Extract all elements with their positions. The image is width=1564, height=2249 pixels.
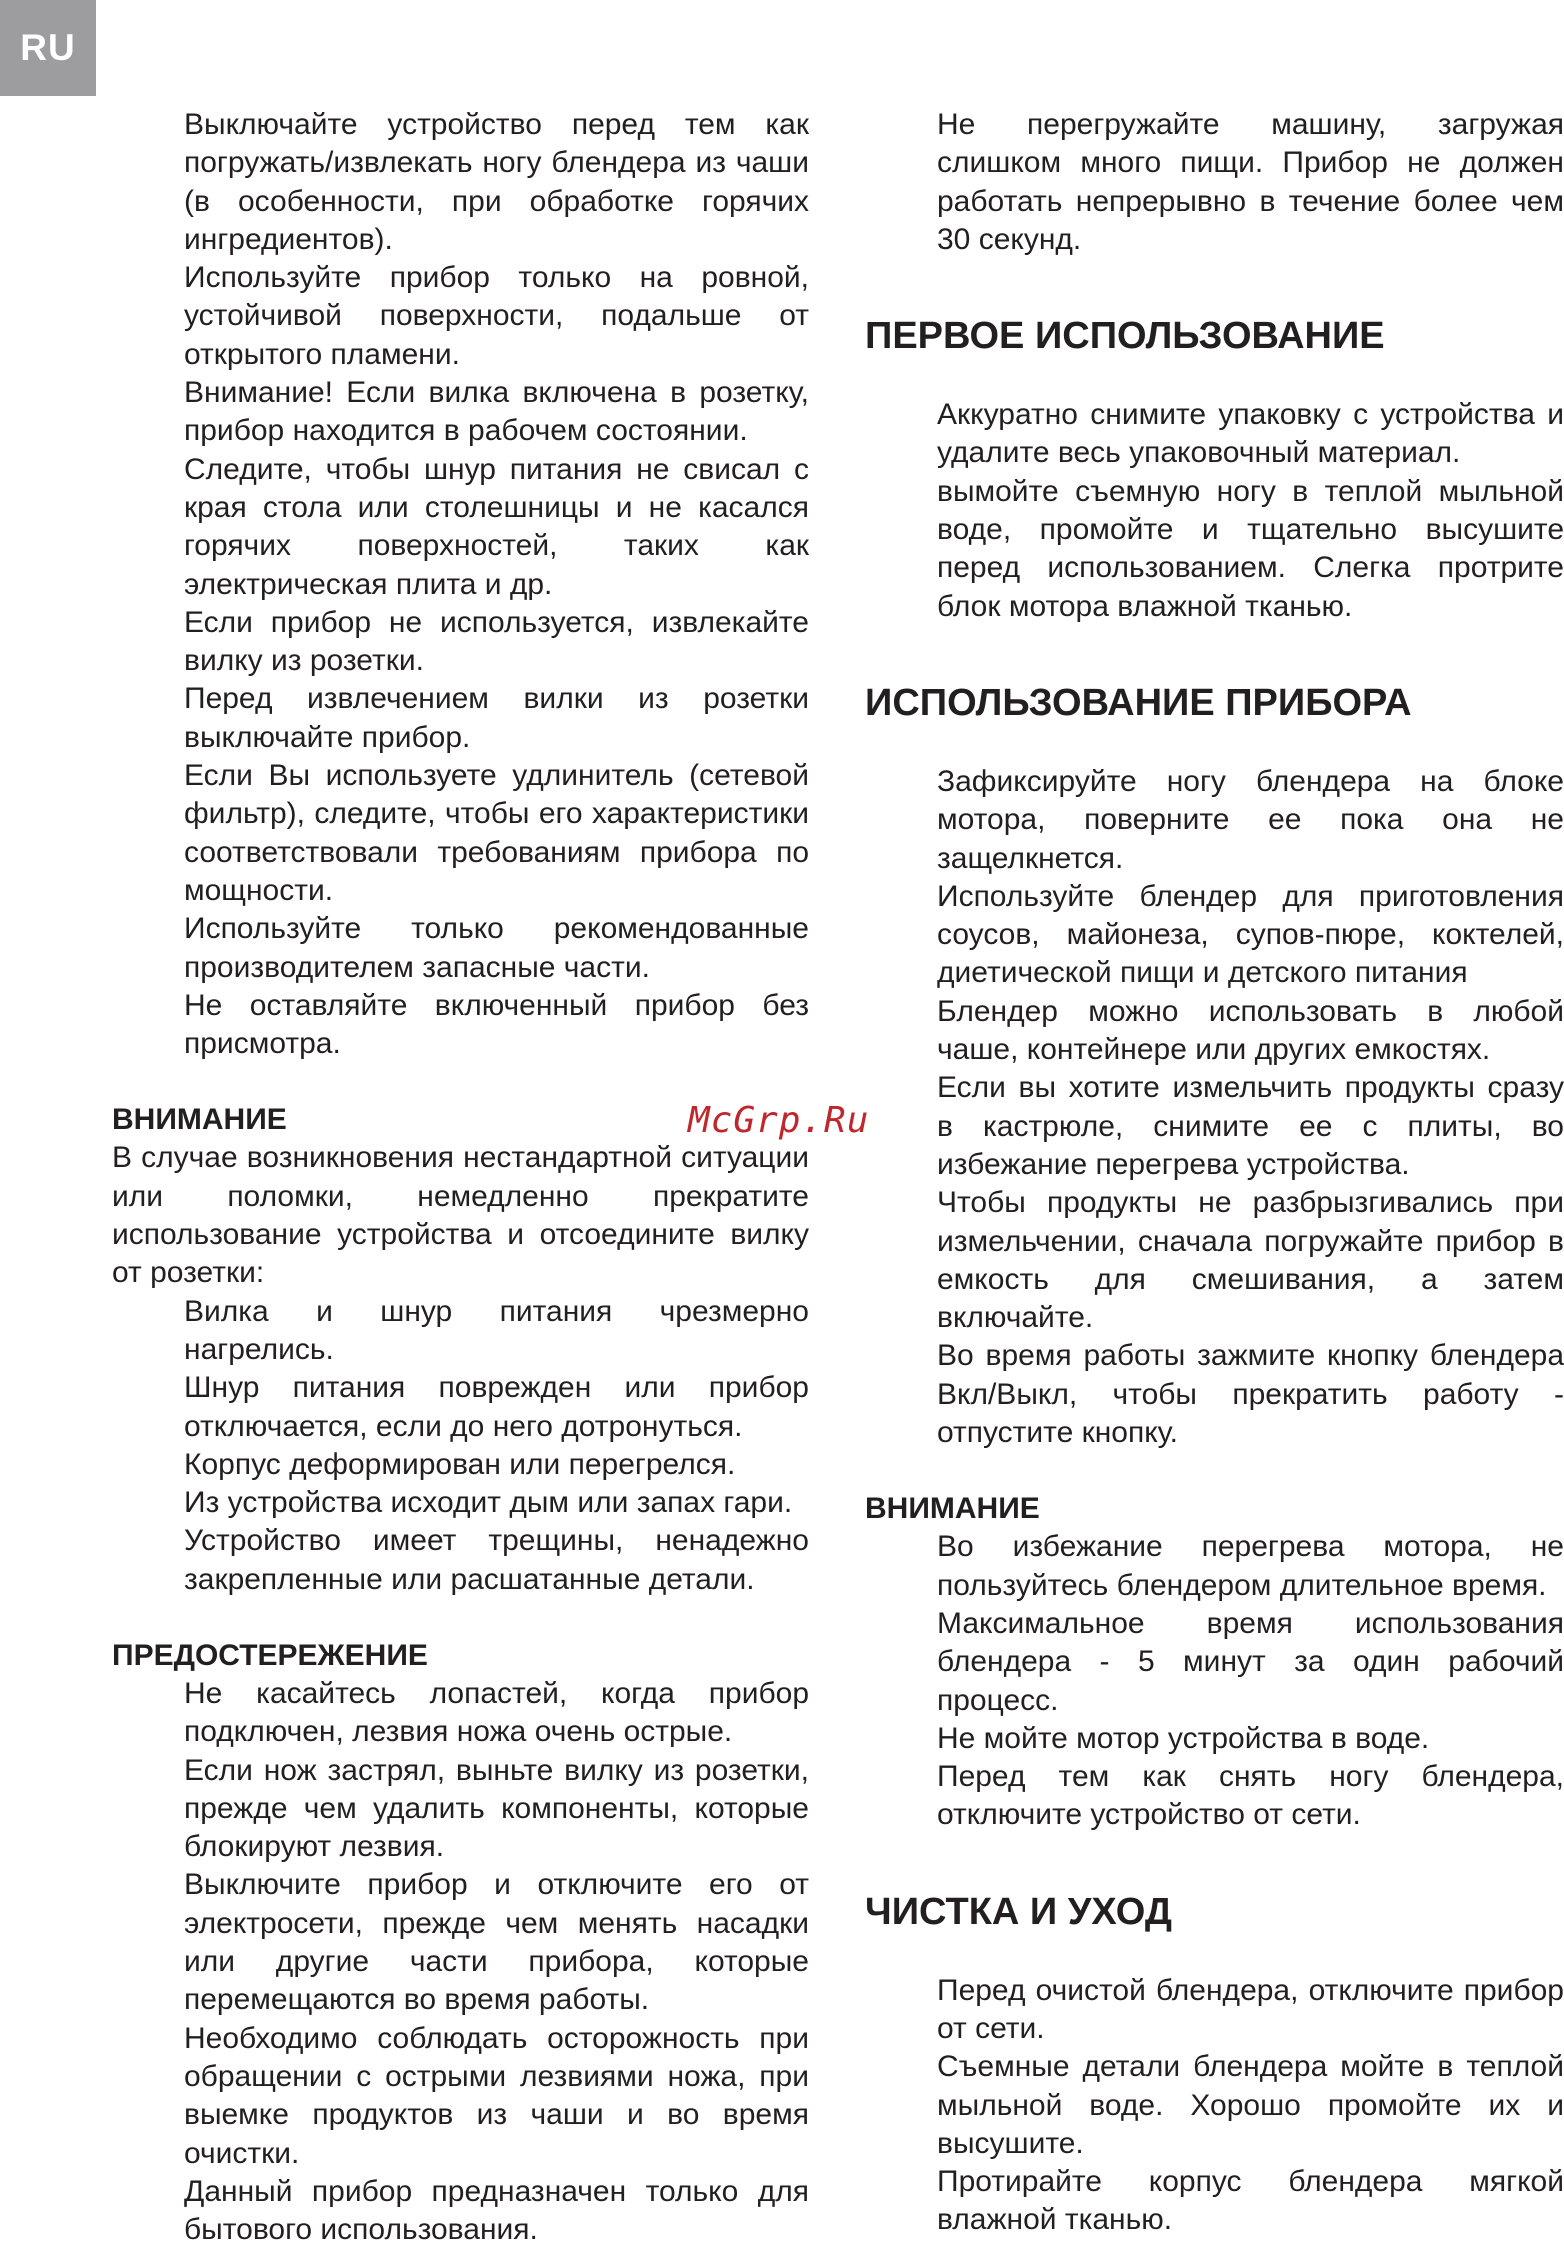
list-item: Следите, чтобы шнур питания не свисал с края стола или столешницы и не касался горячих поверхностей, таких как электрическая плита и др. <box>184 452 809 601</box>
list-item: Перед извлечением вилки из розетки выключайте прибор. <box>184 682 809 754</box>
list-item: Если нож застрял, выньте вилку из розетки, прежде чем удалить компоненты, которые блокируют лезвия. <box>184 1753 809 1864</box>
list-item: Чтобы продукты не разбрызгивались при измельчении, сначала погружайте прибор в емкость для смешивания, а затем включайте. <box>937 1186 1564 1335</box>
list-item: Внимание! Если вилка включена в розетку, прибор находится в рабочем состоянии. <box>184 376 809 448</box>
watermark: McGrp.Ru <box>688 1100 870 1141</box>
list-item: Устройство имеет трещины, ненадежно закрепленные или расшатанные детали. <box>184 1524 809 1596</box>
list-item: Данный прибор предназначен только для бытового использования. <box>184 2174 809 2247</box>
list-item: Если прибор не используется, извлекайте вилку из розетки. <box>184 605 809 678</box>
list-item: Если Вы используете удлинитель (сетевой фильтр), следите, чтобы его характеристики соответствовали требованиям прибора по мощности. <box>184 759 809 907</box>
right-attention-heading: ВНИМАНИЕ <box>865 1492 1040 1526</box>
list-item: Во время работы зажмите кнопку блендера Вкл/Выкл, чтобы прекратить работу - отпустите кнопку. <box>937 1339 1564 1450</box>
list-item: Не касайтесь лопастей, когда прибор подключен, лезвия ножа очень острые. <box>184 1676 809 1749</box>
list-item: Аккуратно снимите упаковку с устройства и удалите весь упаковочный материал. <box>937 398 1564 470</box>
list-item: Используйте прибор только на ровной, устойчивой поверхности, подальше от открытого пламени. <box>184 261 809 371</box>
list-item: Используйте блендер для приготовления соусов, майонеза, супов-пюре, коктелей, диетической пищи и детского питания <box>937 879 1564 990</box>
list-item: Съемные детали блендера мойте в теплой мыльной воде. Хорошо промойте их и высушите. <box>937 2050 1564 2160</box>
language-tab: RU <box>0 0 96 96</box>
list-item: вымойте съемную ногу в теплой мыльной воде, промойте и тщательно высушите перед использованием. Слегка протрите блок мотора влажной тканью. <box>937 474 1564 623</box>
list-item: Перед тем как снять ногу блендера, отключите устройство от сети. <box>937 1760 1564 1832</box>
list-item: Если вы хотите измельчить продукты сразу в кастрюле, снимите ее с плиты, во избежание перегрева устройства. <box>937 1071 1564 1181</box>
list-item: Выключайте устройство перед тем как погружать/извлекать ногу блендера из чаши (в особенности, при обработке горячих ингредиентов). <box>184 108 809 256</box>
attention-text: В случае возникновения нестандартной ситуации или поломки, немедленно прекратите использование устройства и отсоедините вилку от розетки: <box>112 1141 809 1290</box>
list-item: Протирайте корпус блендера мягкой влажной тканью. <box>937 2165 1564 2237</box>
list-item: Вилка и шнур питания чрезмерно нагрелись. <box>184 1294 809 1366</box>
list-item: Зафиксируйте ногу блендера на блоке мотора, поверните ее пока она не защелкнется. <box>937 764 1564 875</box>
left-column <box>112 106 809 2249</box>
right-column <box>865 106 1564 2240</box>
list-item: Необходимо соблюдать осторожность при обращении с острыми лезвиями ножа, при выемке продуктов из чаши и во время очистки. <box>184 2021 809 2170</box>
first-use-heading: ПЕРВОЕ ИСПОЛЬЗОВАНИЕ <box>865 315 1385 358</box>
list-item: Максимальное время использования блендера - 5 минут за один рабочий процесс. <box>937 1606 1564 1717</box>
caution-heading: ПРЕДОСТЕРЕЖЕНИЕ <box>112 1638 428 1672</box>
list-item: Не перегружайте машину, загружая слишком много пищи. Прибор не должен работать непрерывно в течение более чем 30 секунд. <box>937 108 1564 256</box>
list-item: Из устройства исходит дым или запах гари. <box>184 1486 793 1520</box>
list-item: Блендер можно использовать в любой чаше, контейнере или других емкостях. <box>937 994 1564 1067</box>
list-item: Используйте только рекомендованные производителем запасные части. <box>184 912 809 984</box>
usage-heading: ИСПОЛЬЗОВАНИЕ ПРИБОРА <box>865 681 1412 724</box>
attention-heading: ВНИМАНИЕ <box>112 1103 287 1137</box>
care-heading: ЧИСТКА И УХОД <box>865 1890 1172 1933</box>
list-item: Корпус деформирован или перегрелся. <box>184 1447 736 1481</box>
list-item: Перед очистой блендера, отключите прибор от сети. <box>937 1973 1564 2045</box>
list-item: Во избежание перегрева мотора, не пользуйтесь блендером длительное время. <box>937 1530 1564 1602</box>
list-item: Не мойте мотор устройства в воде. <box>937 1721 1430 1755</box>
list-item: Шнур питания поврежден или прибор отключается, если до него дотронуться. <box>184 1371 809 1443</box>
list-item: Выключите прибор и отключите его от электросети, прежде чем менять насадки или другие части прибора, которые перемещаются во время работы. <box>184 1868 809 2017</box>
list-item: Не оставляйте включенный прибор без присмотра. <box>184 988 809 1061</box>
